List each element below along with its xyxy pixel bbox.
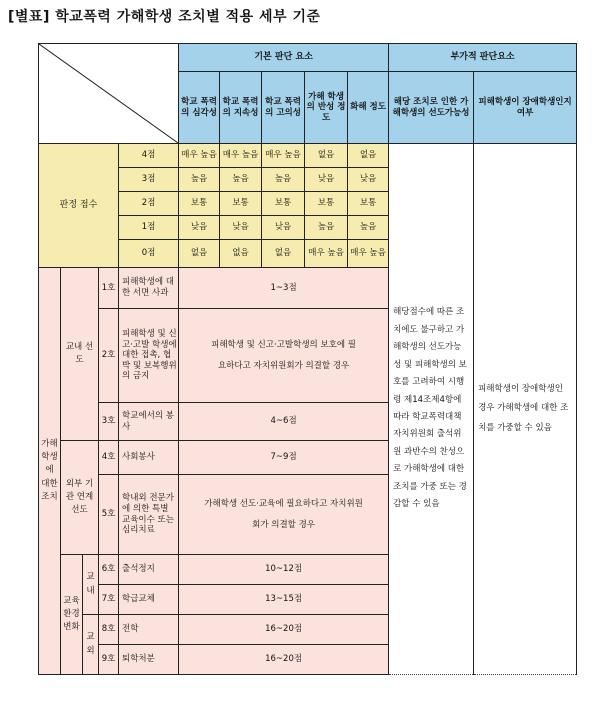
score-point: 3점 [119,168,179,192]
measure-number: 3호 [99,403,119,441]
score-cell: 보통 [179,192,220,216]
page-title: [별표] 학교폭력 가해학생 조치별 적용 세부 기준 [8,9,321,25]
measure-name: 피해학생에 대한 서면 사과 [119,268,179,309]
score-cell: 없음 [305,144,348,168]
score-cell: 매우 높음 [179,144,220,168]
guidance-description: 해당점수에 따른 조치에도 불구하고 가해학생의 선도가능성 및 피해학생의 보호를 고려하여 시행령 제14조제4항에 따라 학교폭력대책자치위원회 출석위원 과반수의 찬성으로 가해학생에 대한 조치를 가중 또는 경감할 수 있음 [389,144,474,675]
score-point: 0점 [119,240,179,268]
measure-range: 1~3점 [179,268,389,309]
measure-number: 5호 [99,475,119,555]
header-reconciliation: 화해 정도 [348,72,389,144]
measure-name: 학교에서의 봉사 [119,403,179,441]
measure-number: 7호 [99,585,119,615]
score-cell: 높음 [220,168,262,192]
measure-number: 6호 [99,555,119,585]
score-cell: 낮음 [305,168,348,192]
score-cell: 없음 [220,240,262,268]
score-cell: 높음 [305,216,348,240]
env-internal-label: 교내 [83,555,99,615]
score-cell: 낮음 [179,216,220,240]
disabled-description: 피해학생이 장애학생인 경우 가해학생에 대한 조치를 가중할 수 있음 [474,144,577,675]
measure-range: 10~12점 [179,555,389,585]
score-point: 2점 [119,192,179,216]
score-cell: 낮음 [262,216,305,240]
score-cell: 보통 [348,192,389,216]
score-cell: 매우 높음 [348,240,389,268]
main-group-label: 가해학생에 대한 조치 [39,268,61,675]
diagonal-line [39,44,178,143]
header-guidance: 해당 조치로 인한 가해학생의 선도가능성 [389,72,474,144]
score-cell: 높음 [262,168,305,192]
header-seriousness: 학교 폭력의 심각성 [179,72,220,144]
measure-number: 4호 [99,441,119,475]
header-remorse: 가해 학생의 반성 정도 [305,72,348,144]
corner-diagonal-cell [39,44,179,144]
measure-range: 가해학생 선도·교육에 필요하다고 자치위원회가 의결할 경우 [179,475,389,555]
measure-range: 16~20점 [179,645,389,675]
score-cell: 낮음 [348,168,389,192]
header-intent: 학교 폭력의 고의성 [262,72,305,144]
measure-name: 사회봉사 [119,441,179,475]
measure-name: 전학 [119,615,179,645]
measure-number: 8호 [99,615,119,645]
external-group-label: 외부 기관 연계 선도 [61,441,99,555]
measure-name: 피해학생 및 신고·고발 학생에 대한 접촉, 협박 및 보복행위의 금지 [119,309,179,403]
measure-range: 16~20점 [179,615,389,645]
internal-group-label: 교내 선도 [61,268,99,441]
basic-factors-header: 기본 판단 요소 [179,44,389,72]
header-persistence: 학교 폭력의 지속성 [220,72,262,144]
environment-group-label: 교육환경 변화 [61,555,83,675]
score-cell: 보통 [262,192,305,216]
score-point: 4점 [119,144,179,168]
score-cell: 매우 높음 [262,144,305,168]
measure-number: 9호 [99,645,119,675]
score-cell: 높음 [179,168,220,192]
criteria-table [38,43,577,675]
measure-name: 학급교체 [119,585,179,615]
measure-range: 피해학생 및 신고·고발학생의 보호에 필요하다고 자치위원회가 의결할 경우 [179,309,389,403]
measure-range: 13~15점 [179,585,389,615]
score-cell: 매우 높음 [220,144,262,168]
measure-number: 1호 [99,268,119,309]
measure-number: 2호 [99,309,119,403]
score-cell: 없음 [262,240,305,268]
score-point: 1점 [119,216,179,240]
measure-range: 4~6점 [179,403,389,441]
score-cell: 보통 [220,192,262,216]
measure-name: 학내외 전문가에 의한 특별 교육이수 또는 심리치료 [119,475,179,555]
measure-name: 퇴학처분 [119,645,179,675]
score-cell: 보통 [305,192,348,216]
score-cell: 없음 [348,144,389,168]
env-external-label: 교외 [83,615,99,675]
additional-factors-header: 부가적 판단요소 [389,44,577,72]
score-cell: 낮음 [220,216,262,240]
score-label: 판정 점수 [39,144,119,268]
score-cell: 높음 [348,216,389,240]
header-disabled: 피해학생이 장애학생인지 여부 [474,72,577,144]
score-cell: 없음 [179,240,220,268]
score-cell: 매우 높음 [305,240,348,268]
measure-range: 7~9점 [179,441,389,475]
measure-name: 출석정지 [119,555,179,585]
